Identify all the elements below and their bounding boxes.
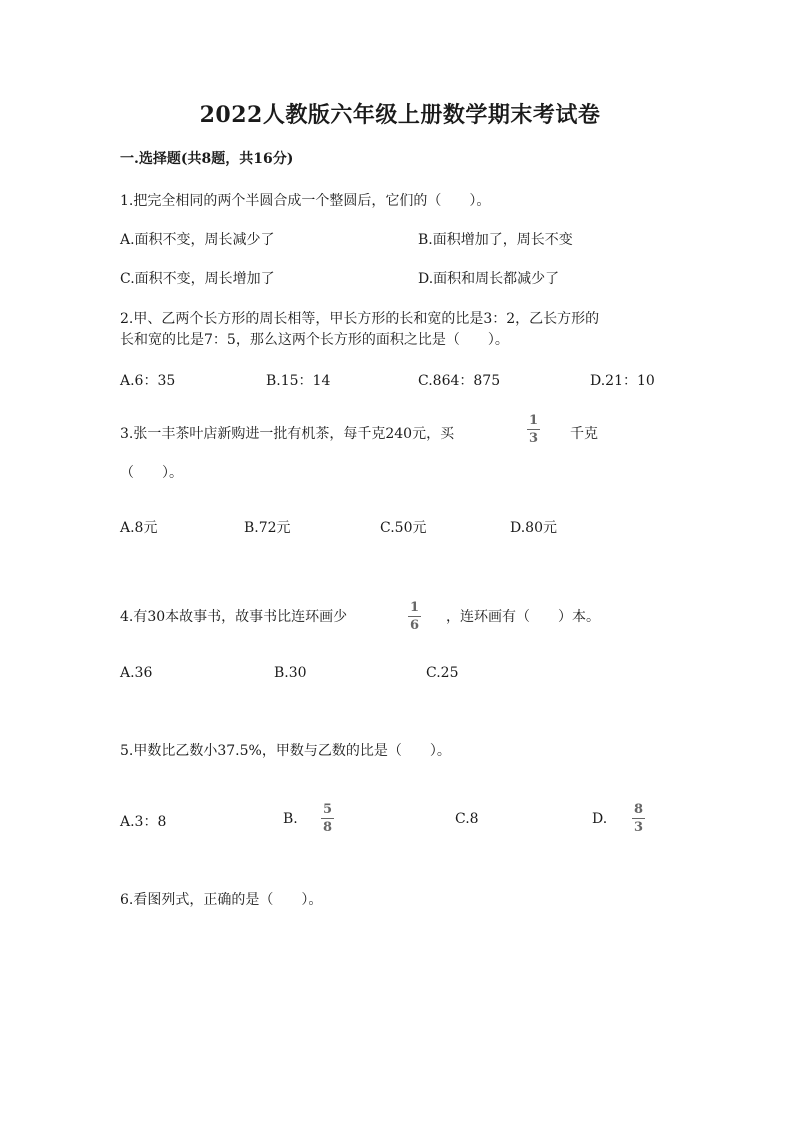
question-2-line2: 长和宽的比是7：5，那么这两个长方形的面积之比是（ ）。 [120, 332, 509, 348]
q5-option-c: C.8 [455, 811, 479, 827]
q5-option-a: A.3：8 [120, 814, 167, 830]
page-title: 2022人教版六年级上册数学期末考试卷 [199, 102, 601, 128]
q2-option-b: B.15：14 [266, 373, 331, 389]
q5-option-d: D. [592, 811, 608, 827]
q5-b-numerator: 5 [323, 802, 333, 817]
question-4-text-after: ，连环画有（ ）本。 [446, 609, 600, 625]
question-1-text: 1.把完全相同的两个半圆合成一个整圆后，它们的（ ）。 [120, 193, 491, 209]
question-4-text: 4.有30本故事书，故事书比连环画少 [120, 609, 348, 625]
question-2-line1: 2.甲、乙两个长方形的周长相等，甲长方形的长和宽的比是3：2，乙长方形的 [120, 311, 600, 327]
section-heading: 一.选择题(共8题，共16分) [120, 151, 294, 167]
question-6-text: 6.看图列式，正确的是（ ）。 [120, 892, 323, 908]
q3-option-a: A.8元 [120, 520, 158, 536]
q3-option-c: C.50元 [380, 520, 427, 536]
q3-option-b: B.72元 [244, 520, 291, 536]
q3-fraction-numerator: 1 [529, 413, 539, 428]
q2-option-a: A.6：35 [120, 373, 176, 389]
q5-option-b-fraction [321, 803, 334, 834]
q4-option-c: C.25 [426, 665, 459, 681]
q1-option-a: A.面积不变，周长减少了 [120, 232, 275, 248]
q1-option-d: D.面积和周长都减少了 [418, 271, 560, 287]
q3-option-d: D.80元 [510, 520, 557, 536]
q5-b-denominator: 8 [323, 820, 333, 835]
q4-fraction [408, 601, 421, 632]
question-3-unit: 千克 [570, 426, 598, 442]
q1-option-b: B.面积增加了，周长不变 [418, 232, 573, 248]
question-5-text: 5.甲数比乙数小37.5%，甲数与乙数的比是（ ）。 [120, 743, 451, 759]
q5-d-denominator: 3 [634, 820, 644, 835]
q5-option-d-fraction [632, 803, 645, 834]
q2-option-c: C.864：875 [418, 373, 501, 389]
q4-fraction-numerator: 1 [410, 600, 420, 615]
q4-option-b: B.30 [274, 665, 307, 681]
question-3-text: 3.张一丰茶叶店新购进一批有机茶，每千克240元，买 [120, 426, 455, 442]
q3-fraction-denominator: 3 [529, 431, 539, 446]
q5-d-numerator: 8 [634, 802, 644, 817]
question-3-line2: （ ）。 [120, 465, 183, 481]
q3-fraction [527, 414, 540, 445]
q4-fraction-denominator: 6 [410, 618, 420, 633]
q5-option-b: B. [283, 811, 298, 827]
q4-option-a: A.36 [120, 665, 153, 681]
q1-option-c: C.面积不变，周长增加了 [120, 271, 275, 287]
q2-option-d: D.21：10 [590, 373, 655, 389]
